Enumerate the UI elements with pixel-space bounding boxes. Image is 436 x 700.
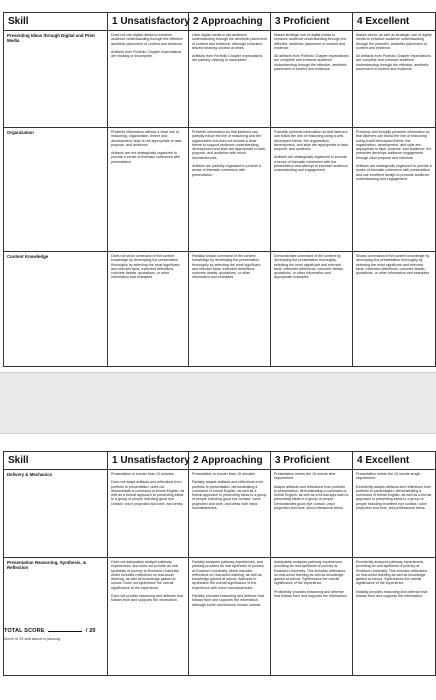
total-score-blank (48, 631, 82, 632)
rubric-row-presenting-ideas (4, 31, 436, 128)
total-score-label: TOTAL SCORE (4, 628, 45, 634)
level-3-cell: Makes strategic use of digital media to enhance audience understanding through the effective, aesthetic placement of content and evidence. All artifacts from Portfolio Chapter expectations are complete and enhance audience understanding through the effective, aesthetic placement of content and evidence. (271, 31, 353, 128)
rubric-table-1 (3, 12, 436, 367)
rubric-row-organization (4, 128, 436, 252)
rubric-table-2 (3, 451, 436, 676)
level-2-cell: Partially shows command of the content knowledge by developing the presentation thoroughly by selecting the most significant and relevant facts, extended definitions, concrete details, quotations, or other information and examples (189, 252, 271, 367)
total-score-suffix: / 20 (85, 628, 96, 634)
level-2-cell: Presents information so that listeners can partially follow the line of reasoning and the organization but does not include a clear theme to support audience understanding; development and style are appropriate to task, purpose, and audience with minor inconsistencies. Artifacts are partially organized to provide a sense of thematic coherence with presentation. (189, 128, 271, 252)
header-row (4, 13, 436, 31)
header-excellent: 4 Excellent (353, 452, 436, 470)
level-2-cell: Uses digital media to aid audience understanding through the aesthetic placement of content and evidence; although execution leaves meaning unclear at times. Artifacts from Portfolio Chapter expectations are partially missing or incomplete. (189, 31, 271, 128)
level-2-cell: Presentation is shorter than 15 minutes. Partially adapts artifacts and reflections from portfolio to presentation, demonstrating a command of formal English, as well as a formal approach to presenting ideas to a group of people including good eye contact, voice projection and tone, and dress with minor inconsistencies. (189, 470, 271, 558)
rubric-row-content-knowledge (4, 252, 436, 367)
level-1-cell: Does not use digital media to enhance audience understanding through the effective aesthetic placement of content and evidence. Artifacts from Portfolio Chapter expectations are missing or incomplete. (108, 31, 189, 128)
header-unsatisfactory: 1 Unsatisfactory (108, 452, 189, 470)
level-3-cell: Demonstrates command of the content by developing the presentation thoroughly, selecting the most significant and relevant facts, extended definitions, concrete details, quotations, or other information and appropriate examples (271, 252, 353, 367)
level-1-cell: Presentation is shorter than 10 minutes. Does not adapt artifacts and reflections from portfolio to presentation; does not demonstrate a command of formal English, as well as a formal approach to presenting ideas to a group of people including good eye contact, voice projection and tone, and dress. (108, 470, 189, 558)
header-proficient: 3 Proficient (271, 13, 353, 31)
header-row (4, 452, 436, 470)
level-4-cell: Shows command of the content knowledge by developing the presentation thoroughly by selecting the most significant and relevant facts, extended definitions, concrete details, quotations, or other information and examples (353, 252, 436, 367)
header-proficient: 3 Proficient (271, 452, 353, 470)
passing-note: Score of 15 and above is passing. (4, 637, 62, 641)
criterion-cell: Delivery & Mechanics (4, 470, 108, 558)
header-unsatisfactory: 1 Unsatisfactory (108, 13, 189, 31)
header-excellent: 4 Excellent (353, 13, 436, 31)
rubric-page-2 (0, 434, 436, 700)
level-1-cell: Does not show command of the content knowledge by developing the presentation thoroughly by selecting the most significant and relevant facts, extended definitions, concrete details, quotations, or other information and examples (108, 252, 189, 367)
level-4-cell: Excellently analyzes pathway experiences, providing an oral synthesis of journey at Rockford University. This includes reflections on real-world learning as well as knowledge gained at school. Synthesizes the overall significance of the experience. Notably provides reasoning and defense that follows from and supports the information. (353, 558, 436, 676)
total-score (4, 628, 96, 634)
rubric-row-reasoning-synthesis (4, 558, 436, 676)
criterion-cell: Content Knowledge (4, 252, 108, 367)
level-3-cell: Presentation meets the 15 minute time requirement. Adapts artifacts and reflections from portfolio to presentation, demonstrating a command of formal English, as well as a formal approach to presenting ideas to a group of people. Demonstrates good eye contact, voice projection and tone, and professional dress. (271, 470, 353, 558)
level-1-cell: Does not adequately analyze pathway experiences, and does not provide an oral synthesis of journey at Rockford University which includes reflections on real-world learning, as well as knowledge gained at school. Does not synthesize the overall significance of the experience. Does not provide reasoning and defense that follows from and supports the information. (108, 558, 189, 676)
criterion-cell: Organization (4, 128, 108, 252)
header-approaching: 2 Approaching (189, 13, 271, 31)
level-3-cell: Adequately analyzes pathway experiences, providing an oral synthesis of journey at Rockford University. This includes reflections on real-world learning as well as knowledge gained at school. Synthesizes the overall significance of the experience. Proficiently provides reasoning and defense that follows from and supports the information. (271, 558, 353, 676)
criterion-cell: Presentation Reasoning, Synthesis, & Reflection (4, 558, 108, 676)
header-skill: Skill (4, 13, 108, 31)
level-3-cell: Formally presents information so that listeners can follow the line of reasoning using a well-developed theme; the organization, development, and style are appropriate to task, purpose, and audience. Artifacts are strategically organized to provide a sense of thematic coherence with the presentation and attempt to increase audience understanding and engagement. (271, 128, 353, 252)
header-skill: Skill (4, 452, 108, 470)
level-4-cell: Precisely and formally presents information so that listeners can follow the line of reasoning using a well-developed theme; the organization, development, and style are appropriate to task, purpose, and audience; the presenter develops audience engagement through clear purpose and structure. Artifacts are strategically organized to provide a sense of thematic coherence with presentation and use excellent design to promote audience understanding and engagement. (353, 128, 436, 252)
level-2-cell: Partially analyzes pathway experiences, and partially provides an oral synthesis of journey at Rockford University, which includes reflections on real-world learning, as well as knowledge gained at school. Attempts to synthesize the overall significance of the experience with minor inconsistencies. Partially provides reasoning and defense that follows from and supports the information, although some connections remain unclear. (189, 558, 271, 676)
page-separator (0, 372, 436, 434)
rubric-row-delivery-mechanics (4, 470, 436, 558)
level-4-cell: Makes clever, as well as strategic, use of digital media to enhance audience understanding through the powerful, aesthetic placement of content and evidence. All artifacts from Portfolio Chapter expectations are complete and enhance audience understanding through the effective, aesthetic placement of content and evidence. (353, 31, 436, 128)
level-4-cell: Presentation meets the 15 minute length requirement. Excellently adapts artifacts and reflections from portfolio to presentation, demonstrating a command of formal English, as well as a formal approach to presenting ideas to a group of people including excellent eye contact, voice projection and tone, and professional dress. (353, 470, 436, 558)
header-approaching: 2 Approaching (189, 452, 271, 470)
criterion-cell: Presenting Ideas through Digital and Print Media (4, 31, 108, 128)
level-1-cell: Presents information without a clear line of reasoning, organization, theme and development; style is not appropriate to task, purpose, and audience. Artifacts are not strategically organized to provide a sense of thematic coherence with presentation. (108, 128, 189, 252)
